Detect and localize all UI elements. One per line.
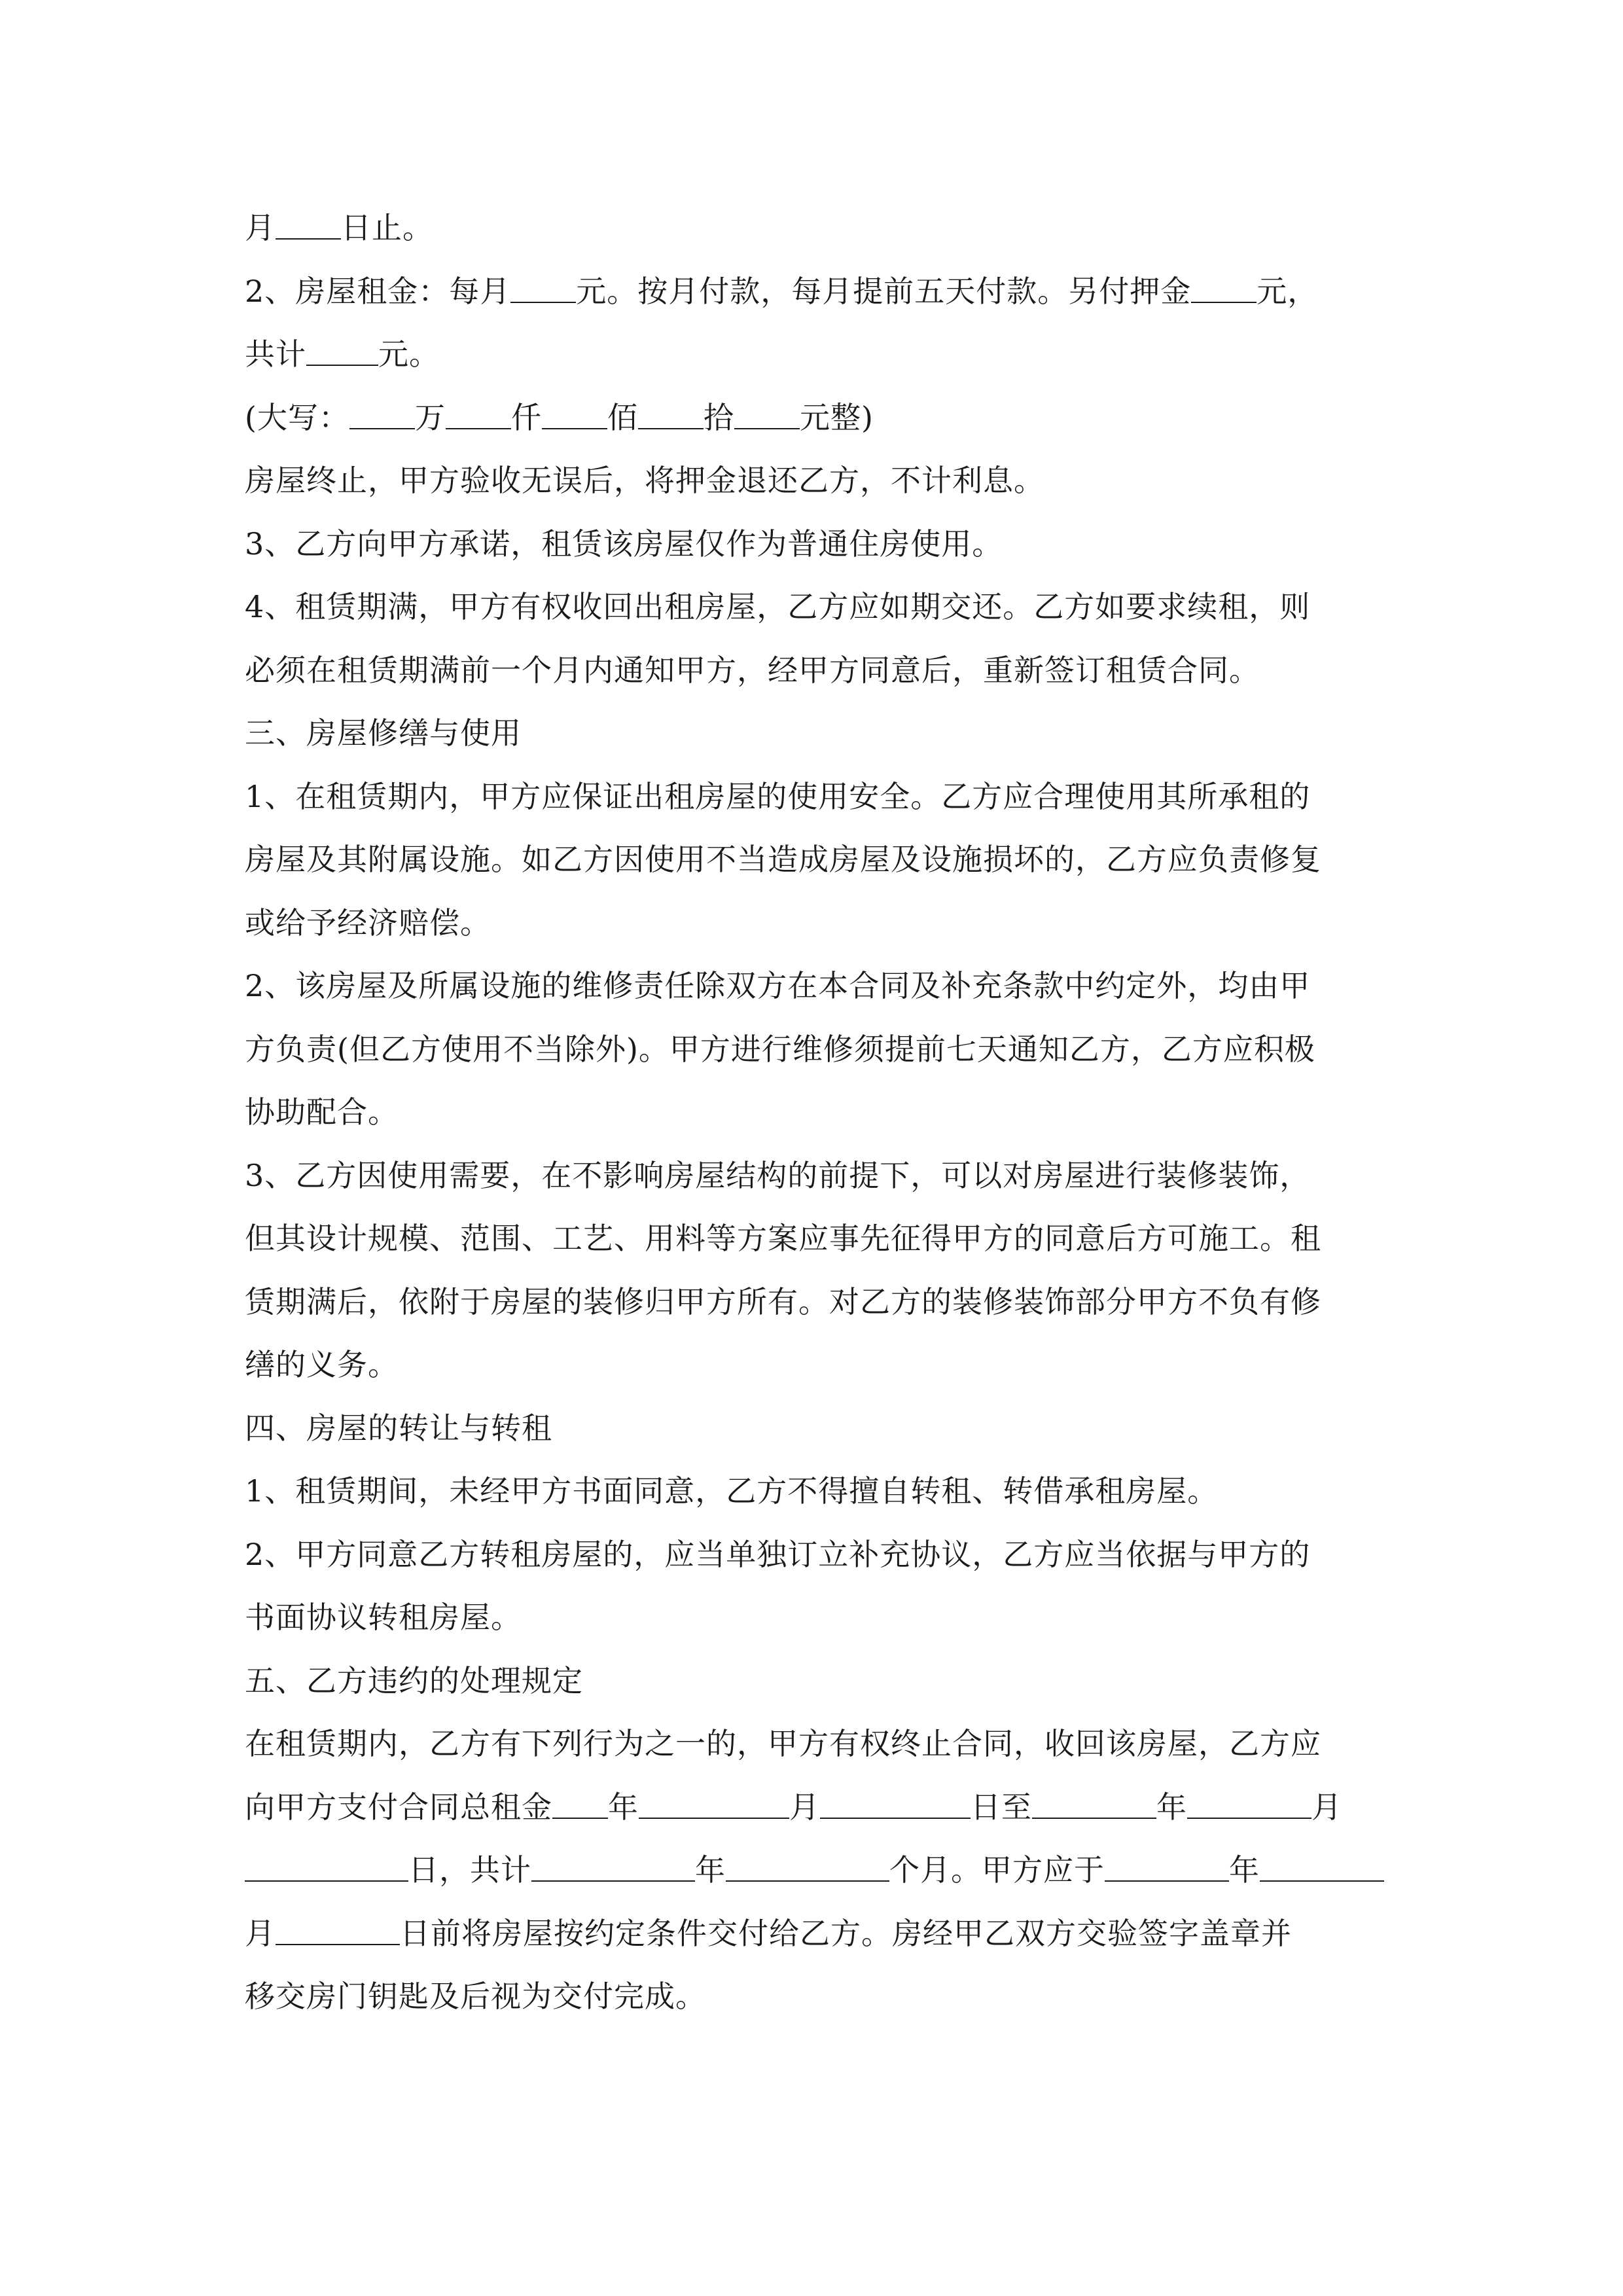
text-line: 但其设计规模、范围、工艺、用料等方案应事先征得甲方的同意后方可施工。租 [245,1221,1321,1256]
blank-field [639,1791,789,1819]
text-line: 书面协议转租房屋。 [245,1600,522,1635]
text-segment: 月 [245,1915,276,1951]
text-line [245,1839,1383,1902]
blank-field [820,1791,971,1819]
blank-field [1105,1854,1229,1882]
blank-field [510,276,576,303]
text-segment: 元， [1257,273,1319,309]
text-segment: 日至 [971,1789,1032,1825]
blank-field [245,1854,408,1882]
contract-body [245,196,1383,2028]
blank-field [1191,276,1257,303]
text-line: 缮的义务。 [245,1347,399,1382]
text-line: 必须在租赁期满前一个月内通知甲方，经甲方同意后，重新签订租赁合同。 [245,652,1260,688]
text-line: 1、在租赁期内，甲方应保证出租房屋的使用安全。乙方应合理使用其所承租的 [245,778,1311,814]
blank-field [726,1854,889,1882]
text-line: 房屋终止，甲方验收无误后，将押金退还乙方，不计利息。 [245,463,1044,498]
text-line: 2、该房屋及所属设施的维修责任除双方在本合同及补充条款中约定外，均由甲 [245,968,1311,1003]
text-line: 或给予经济赔偿。 [245,905,491,941]
blank-field [276,1918,400,1945]
blank-field [276,212,341,240]
text-line [245,323,1383,386]
text-segment: (大写： [245,399,349,435]
blank-field [446,402,511,429]
text-segment: 年 [1229,1852,1260,1888]
text-segment: 佰 [607,399,638,435]
text-segment: 月 [245,210,276,245]
text-line: 3、乙方因使用需要，在不影响房屋结构的前提下，可以对房屋进行装修装饰， [245,1157,1311,1193]
text-segment: 个月。甲方应于 [889,1852,1105,1888]
blank-field [1187,1791,1311,1819]
text-line: 协助配合。 [245,1094,399,1130]
text-line [245,196,1383,260]
text-line: 在租赁期内，乙方有下列行为之一的，甲方有权终止合同，收回该房屋，乙方应 [245,1726,1321,1761]
text-line [245,1902,1383,1965]
section-heading: 四、房屋的转让与转租 [245,1410,552,1446]
blank-field [349,402,415,429]
text-segment: 年 [695,1852,726,1888]
text-line [245,260,1383,323]
text-line: 方负责(但乙方使用不当除外)。甲方进行维修须提前七天通知乙方，乙方应积极 [245,1031,1315,1067]
blank-field [1032,1791,1156,1819]
blank-field [1260,1854,1384,1882]
text-segment: 拾 [703,399,734,435]
section-heading: 五、乙方违约的处理规定 [245,1662,583,1698]
text-segment: 元整) [799,399,874,435]
blank-field [531,1854,695,1882]
blank-field [638,402,704,429]
text-line: 房屋及其附属设施。如乙方因使用不当造成房屋及设施损坏的，乙方应负责修复 [245,842,1321,877]
text-line: 3、乙方向甲方承诺，租赁该房屋仅作为普通住房使用。 [245,526,1003,562]
text-line: 4、租赁期满，甲方有权收回出租房屋，乙方应如期交还。乙方如要求续租，则 [245,589,1311,624]
text-line: 1、租赁期间，未经甲方书面同意，乙方不得擅自转租、转借承租房屋。 [245,1473,1219,1509]
blank-field [734,402,800,429]
text-segment: 仟 [510,399,542,435]
blank-field [542,402,607,429]
text-segment: 日前将房屋按约定条件交付给乙方。房经甲乙双方交验签字盖章并 [400,1915,1292,1951]
text-segment: 向甲方支付合同总租金 [245,1789,552,1825]
text-segment: 元。按月付款，每月提前五天付款。另付押金 [576,273,1192,309]
text-segment: 万 [414,399,446,435]
text-line: 赁期满后，依附于房屋的装修归甲方所有。对乙方的装修装饰部分甲方不负有修 [245,1283,1321,1319]
text-line [245,1776,1383,1839]
text-segment: 年 [1156,1789,1187,1825]
text-segment: 2、房屋租金：每月 [245,273,511,309]
text-segment: 月 [789,1789,820,1825]
text-segment: 共计 [245,336,306,372]
text-segment: 月 [1311,1789,1342,1825]
text-segment: 元。 [378,336,440,372]
blank-field [552,1791,608,1819]
text-segment: 日止。 [341,210,433,245]
section-heading: 三、房屋修缮与使用 [245,715,522,751]
text-segment: 年 [608,1789,639,1825]
text-segment: 日，共计 [408,1852,531,1888]
blank-field [306,338,378,366]
text-line [245,386,1383,450]
text-line: 移交房门钥匙及后视为交付完成。 [245,1979,706,2014]
text-line: 2、甲方同意乙方转租房屋的，应当单独订立补充协议，乙方应当依据与甲方的 [245,1536,1311,1572]
